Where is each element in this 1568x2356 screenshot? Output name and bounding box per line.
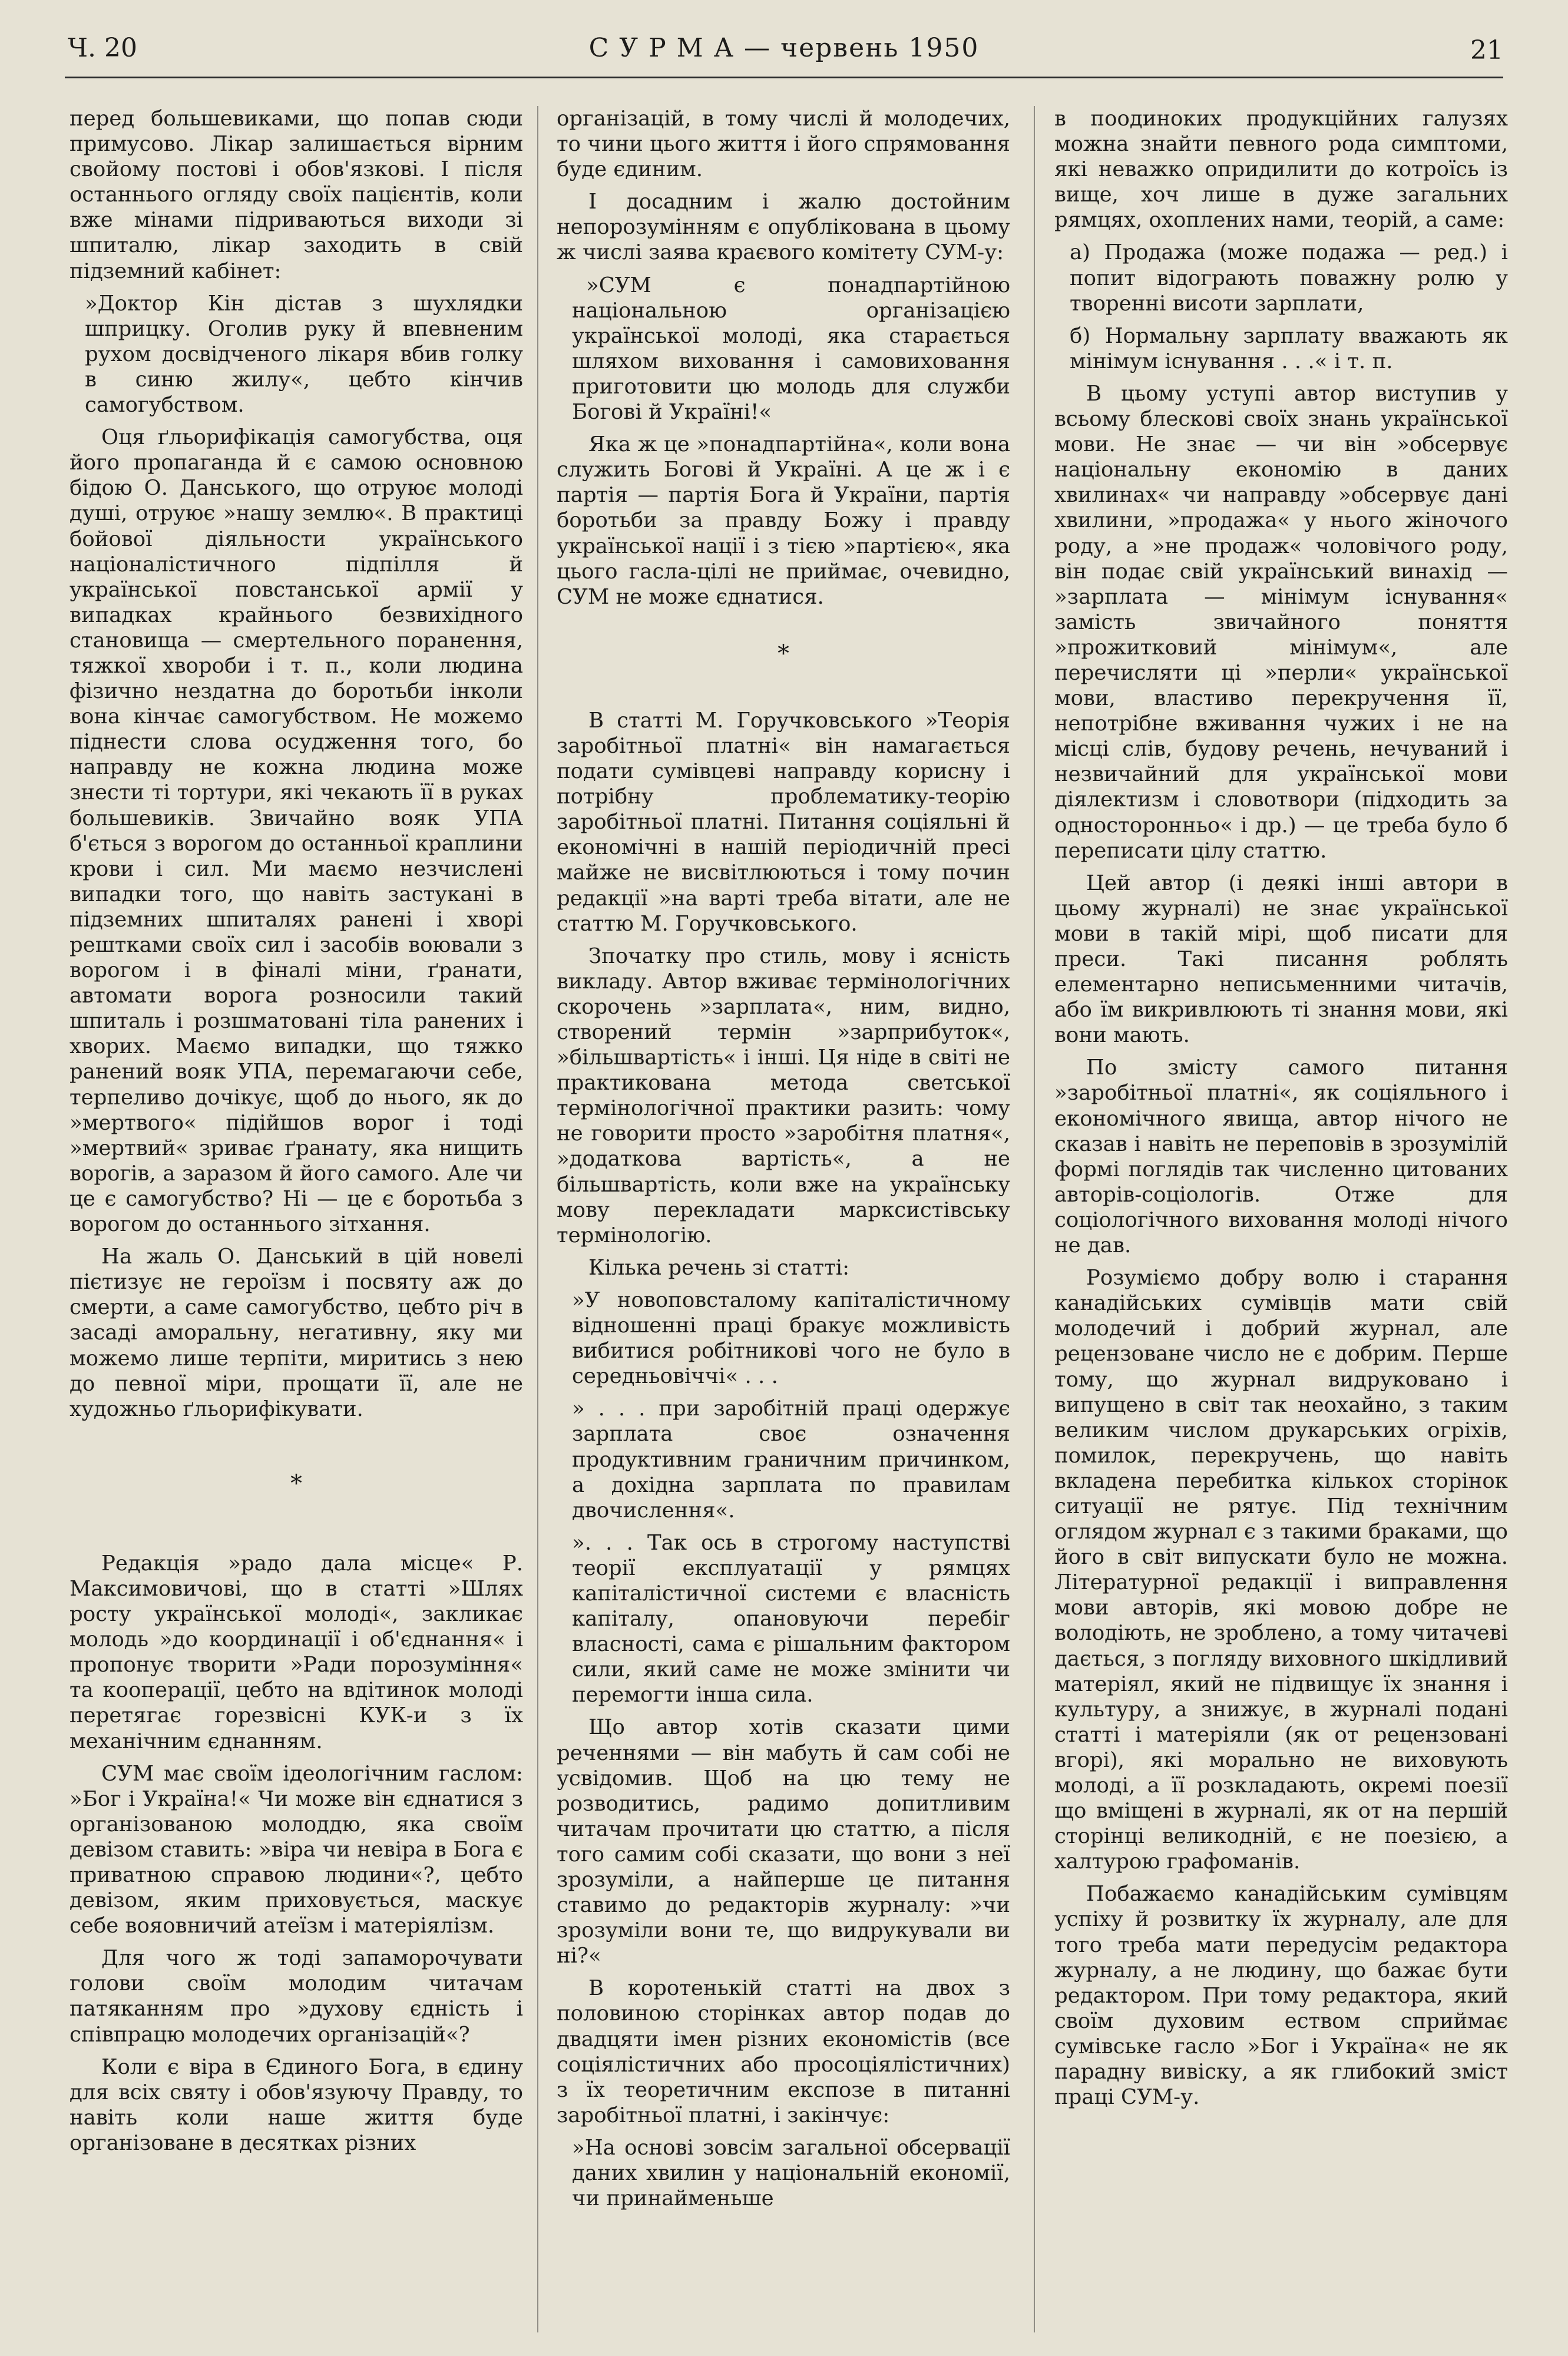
paragraph: Яка ж це »понадпартійна«, коли вона служить Богові й Україні. А це ж і є партія — партія Бога й України, партія боротьби за правду Божу і правду української нації і з тією »партією«, яка цього гасла-цілі не приймає, очевидно, СУМ не може єднатися. (557, 432, 1010, 609)
column-1 (70, 106, 523, 2338)
paragraph: В цьому уступі автор виступив у всьому блескові своїх знань української мови. Не знає — чи він »обсервує національну економію в даних хвилинах« чи направду »обсервує дані хвилини, »продажа« у нього жіночого роду, а »не продаж« чоловічого роду, він подає свій український винахід — »зарплата — мінімум існування« замість звичайного поняття »прожитковий мінімум«, але перечисляти ці »перли« української мови, властиво перекручення її, непотрібне вживання чужих і не на місці слів, будову речень, нечуваний і незвичайний для української мови діялектизм і словотвори (підходить за односторонньо« і др.) — це треба було б переписати цілу статтю. (1054, 381, 1508, 863)
running-title: С У Р М А — червень 1950 (588, 33, 980, 63)
quotation: а) Продажа (може подажа — ред.) і попит відограють поважну ролю у творенні висоти зарплати, (1070, 240, 1508, 316)
paragraph: В статті М. Горучковського »Теорія заробітньої платні« він намагається подати сумівцеві направду корисну і потрібну проблематику-теорію заробітньої платні. Питання соціяльні й економічні в нашій періодичній пресі майже не висвітлюються і тому почин редакції »на варті треба вітати, але не статтю М. Горучковського. (557, 708, 1010, 936)
quotation: »У новоповсталому капіталістичному відношенні праці бракує можливість вибитися робітникові чого не було в середньовіччі« . . . (572, 1288, 1010, 1389)
quotation: б) Нормальну зарплату вважають як мінімум існування . . .« і т. п. (1070, 323, 1508, 373)
paragraph: СУМ має своїм ідеологічним гаслом: »Бог і Україна!« Чи може він єднатися з організованою молоддю, яка своїм девізом ставить: »віра чи невіра в Бога є приватною справою людини«?, цебто девізом, яким приховується, маскує себе вояовничий атеїзм і матеріялізм. (70, 1761, 523, 1938)
column-2 (557, 106, 1010, 2338)
quotation: »СУМ є понадпартійною національною організацією української молоді, яка старається шляхом виховання і самовиховання приготовити цю молодь для служби Богові й Україні!« (572, 273, 1010, 425)
quotation: »Доктор Кін дістав з шухлядки шприцку. Оголив руку й впевненим рухом досвідченого лікаря вбив голку в синю жилу«, цебто кінчив самогубством. (85, 291, 523, 418)
issue-number: Ч. 20 (68, 33, 137, 63)
paragraph: По змісту самого питання »заробітньої платні«, як соціяльного і економічного явища, автор нічого не сказав і навіть не переповів в зрозумілій формі поглядів так численно цитованих авторів-соціологів. Отже для соціологічного виховання молоді нічого не дав. (1054, 1055, 1508, 1258)
header-rule (65, 77, 1503, 78)
paragraph: Зпочатку про стиль, мову і ясність викладу. Автор вживає термінологічних скорочень »зарплата«, ним, видно, створений термін »зарприбуток«, »більшвартість« і інші. Ця ніде в світі не практикована метода светської термінологічної практики разить: чому не говорити просто »заробітня платня«, »додаткова вартість«, а не більшвартість, коли вже на українську мову перекладати марксистівську термінологію. (557, 944, 1010, 1248)
paragraph: перед большевиками, що попав сюди примусово. Лікар залишається вірним свойому постові і обов'язкові. І після останнього огляду своїх пацієнтів, коли вже мінами підриваються виходи зі шпиталю, лікар заходить в свій підземний кабінет: (70, 107, 523, 283)
quotation: ». . . Так ось в строгому наступстві теорії експлуатації у рямцях капіталістичної системи є власність капіталу, опановуючи перебіг власності, сама є рішальним фактором сили, який саме не може змінити чи перемогти інша сила. (572, 1530, 1010, 1708)
paragraph: Оця ґльорифікація самогубства, оця його пропаганда й є самою основною бідою О. Данського, що отруює молоді душі, отруює »нашу землю«. В практиці бойової діяльности українського націоналістичного підпілля й української повстанської армії у випадках крайнього безвихідного становища — смертельного поранення, тяжкої хвороби і т. п., коли людина фізично нездатна до боротьби інколи вона кінчає самогубством. Не можемо піднести слова осудження того, бо направду не кожна людина може знести ті тортури, які чекають її в руках большевиків. Звичайно вояк УПА б'ється з ворогом до останньої краплини крови і сил. Ми маємо незчислені випадки того, що навіть застукані в підземних шпиталях ранені і хворі рештками своїх сил і засобів воювали з ворогом і в фіналі міни, ґранати, автомати ворога розносили такий шпиталь і розшматовані тіла ранених і хворих. Маємо випадки, що тяжко ранений вояк УПА, перемагаючи себе, терпеливо дочікує, щоб до нього, як до »мертвого« підійшов ворог і тоді »мертвий« зриває ґранату, яка нищить ворогів, а заразом й його самого. Але чи це є самогубство? Ні — це є боротьба з ворогом до останнього зітхання. (70, 425, 523, 1237)
paragraph: Редакція »радо дала місце« Р. Максимовичові, що в статті »Шлях росту української молоді«, закликає молодь »до координації і об'єднання« і пропонує творити »Ради порозуміння« та кооперації, цебто на вдітинок молоді перетягає горезвісні КУК-и з їх механічним єднанням. (70, 1551, 523, 1753)
paragraph: В коротенькій статті на двох з половиною сторінках автор подав до двадцяти імен різних економістів (все соціялістичних або просоціялістичних) з їх теоретичним експозе в питанні заробітньої платні, і закінчує: (557, 1976, 1010, 2127)
page-header (0, 0, 1568, 112)
paragraph: організацій, в тому числі й молодечих, то чини цього життя і його спрямовання буде єдиним. (557, 107, 1010, 182)
paragraph: І досадним і жалю достойним непорозумінням є опублікована в цьому ж числі заява краєвого комітету СУМ-у: (557, 190, 1010, 265)
paragraph: Для чого ж тоді запаморочувати голови своїм молодим читачам патяканням про »духову єдність і співпрацю молодечих організацій«? (70, 1946, 523, 2047)
column-divider (1034, 106, 1035, 2332)
quotation: »На основі зовсім загальної обсервації даних хвилин у національній економії, чи принайменьше (572, 2135, 1010, 2211)
section-separator: * (778, 640, 789, 667)
column-divider (537, 106, 538, 2332)
paragraph: На жаль О. Данський в цій новелі пієтизує не героїзм і посвяту аж до смерти, а саме самогубство, цебто річ в засаді аморальну, негативну, яку ми можемо лише терпіти, миритись з нею до певної міри, прощати її, але не художньо ґльорифікувати. (70, 1245, 523, 1421)
paragraph: Кілька речень зі статті: (588, 1255, 850, 1280)
paragraph: Розуміємо добру волю і старання канадійських сумівців мати свій молодечий і добрий журнал, але рецензоване число не є добрим. Перше тому, що журнал видруковано і випущено в світ так неохайно, з таким великим числом друкарських огріхів, помилок, перекручень, що навіть вкладена перебитка кількох сторінок ситуації не рятує. Під технічним оглядом журнал є з такими браками, що його в світ випускати було не можна. Літературної редакції і виправлення мови авторів, які мовою добре не володіють, не зроблено, а тому читачеві дається, з погляду виховного шкідливий матеріял, який не підвищує їх знання і культуру, а знижує, в журналі подані статті і матеріяли (як от рецензовані вгорі), які морально не виховують молоді, а її розкладають, окремі поезії що вміщені в журналі, як от на першій сторінці великодній, є не поезією, а халтурою графоманів. (1054, 1266, 1508, 1874)
quotation: » . . . при заробітній праці одержує зарплата своє означення продуктивним граничним причинком, а дохідна зарплата по правилам двочислення«. (572, 1397, 1010, 1523)
page-number: 21 (1470, 35, 1503, 65)
paragraph: в поодиноких продукційних галузях можна знайти певного рода симптоми, які неважко опридилити до котроїсь із вище, хоч лише в дуже загальних рямцях, охоплених нами, теорій, а саме: (1054, 107, 1508, 233)
paragraph: Побажаємо канадійським сумівцям успіху й розвитку їх журналу, але для того треба мати передусім редактора журналу, а не людину, що бажає бути редактором. При тому редактора, який своїм духовим еством сприймає сумівське гасло »Бог і Україна« не як парадну вивіску, а як глибокий зміст праці СУМ-у. (1054, 1882, 1508, 2110)
column-3 (1054, 106, 1508, 2338)
section-separator: * (290, 1470, 302, 1497)
paragraph: Коли є віра в Єдиного Бога, в єдину для всіх святу і обов'язуючу Правду, то навіть коли наше життя буде організоване в десятках різних (70, 2054, 523, 2155)
paragraph: Що автор хотів сказати цими реченнями — він мабуть й сам собі не усвідомив. Щоб на цю тему не розводитись, радимо допитливим читачам прочитати цю статтю, а після того самим собі сказати, що вони з неї зрозуміли, а найперше це питання ставимо до редакторів журналу: »чи зрозуміли вони те, що видрукували ви ні?« (557, 1715, 1010, 1968)
paragraph: Цей автор (і деякі інші автори в цьому журналі) не знає української мови в такій мірі, щоб писати для преси. Такі писання роблять елементарно неписьменними читачів, або їм викривлюють ті знання мови, які вони мають. (1054, 871, 1508, 1048)
